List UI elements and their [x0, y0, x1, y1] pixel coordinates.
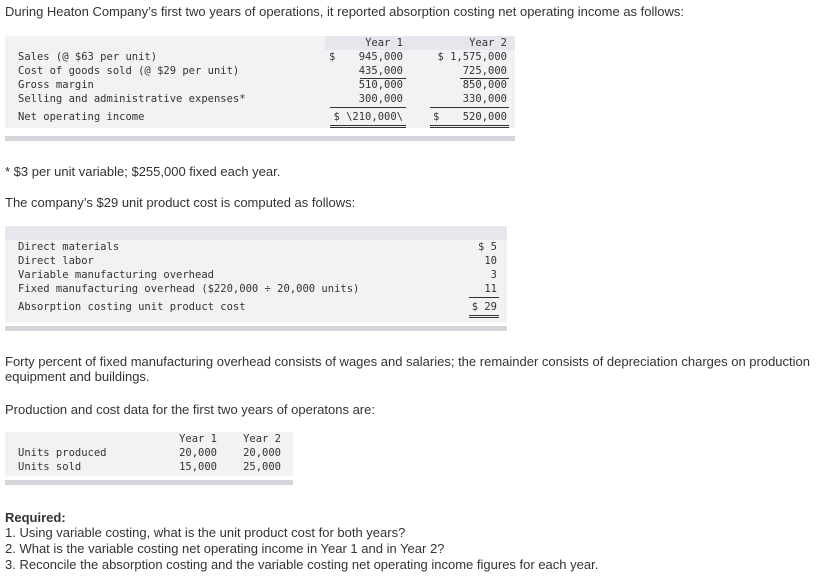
production-table — [5, 432, 293, 488]
row-year2-value: 330,000 — [462, 93, 507, 105]
unit-cost-table — [5, 226, 507, 332]
unit-cost-intro: The company’s $29 unit product cost is computed as follows: — [5, 195, 356, 210]
row-year2-value: 25,000 — [243, 461, 281, 473]
income-table — [5, 36, 515, 142]
table-row — [5, 446, 293, 460]
row-value: $ 29 — [471, 301, 497, 313]
row-label: Units produced — [18, 447, 107, 459]
table-row — [5, 78, 515, 92]
required-heading — [5, 510, 66, 525]
required-item-2: 2. What is the variable costing net operating income in Year 1 and in Year 2? — [5, 541, 445, 556]
table-row — [5, 240, 507, 254]
double-rule-year2 — [430, 125, 509, 128]
production-year2-header: Year 2 — [243, 433, 281, 445]
required-item-1: 1. Using variable costing, what is the unit product cost for both years? — [5, 525, 406, 540]
row-year2-value: $ 1,575,000 — [437, 51, 507, 63]
row-label: Net operating income — [18, 111, 145, 123]
row-year2-value: 725,000 — [462, 65, 507, 77]
table-row — [5, 460, 293, 474]
footnote: * $3 per unit variable; $255,000 fixed each year. — [5, 164, 281, 179]
table-row — [5, 268, 507, 282]
row-currency: $ — [329, 51, 336, 63]
row-year1-value: 435,000 — [358, 65, 403, 77]
table-row — [5, 110, 515, 124]
required-heading-text: Required: — [5, 510, 66, 525]
row-year1-value: 20,000 — [179, 447, 217, 459]
row-value: 3 — [490, 269, 497, 281]
row-label: Variable manufacturing overhead — [18, 269, 214, 281]
double-rule-year1 — [330, 125, 406, 128]
row-label: Sales (@ $63 per unit) — [18, 51, 158, 63]
row-year1-value: 510,000 — [358, 79, 403, 91]
income-year2-header: Year 2 — [469, 37, 507, 49]
row-currency: $ — [433, 111, 440, 123]
total-rule-year2 — [430, 107, 509, 108]
income-table-footer-bar — [5, 136, 515, 141]
unit-cost-table-footer-bar — [5, 326, 507, 331]
table-row — [5, 50, 515, 64]
row-label: Units sold — [18, 461, 82, 473]
row-year2-value: 850,000 — [462, 79, 507, 91]
row-year1-value: 15,000 — [179, 461, 217, 473]
income-year1-header: Year 1 — [365, 37, 403, 49]
row-label: Gross margin — [18, 79, 94, 91]
row-label: Direct materials — [18, 241, 120, 253]
row-value: $ 5 — [478, 241, 497, 253]
row-year1-value: $ \210,000\ — [333, 111, 403, 123]
fixed-overhead-note: Forty percent of fixed manufacturing overhead consists of wages and salaries; the remainder consists of depreciation charges on production equipment and buildings. — [5, 354, 810, 384]
unit-cost-table-header-band — [5, 226, 507, 240]
row-year2-value: 20,000 — [243, 447, 281, 459]
row-label: Fixed manufacturing overhead ($220,000 ÷ 20,000 units) — [18, 283, 360, 295]
table-row — [5, 282, 507, 296]
production-intro: Production and cost data for the first two years of operatons are: — [5, 402, 375, 417]
table-row — [5, 254, 507, 268]
row-year1-value: 945,000 — [358, 51, 403, 63]
row-label: Cost of goods sold (@ $29 per unit) — [18, 65, 240, 77]
row-value: 10 — [484, 255, 497, 267]
row-year2-value: 520,000 — [462, 111, 507, 123]
table-row — [5, 300, 507, 314]
row-value: 11 — [484, 283, 497, 295]
subtotal-rule — [469, 297, 499, 298]
row-label: Direct labor — [18, 255, 94, 267]
double-rule — [469, 315, 499, 318]
production-table-footer-bar — [5, 480, 293, 485]
row-label: Selling and administrative expenses* — [18, 93, 246, 105]
row-label: Absorption costing unit product cost — [18, 301, 246, 313]
total-rule-year1 — [330, 107, 406, 108]
row-year1-value: 300,000 — [358, 93, 403, 105]
intro-text: During Heaton Company’s first two years of operations, it reported absorption costing net operating income as follows: — [5, 4, 685, 19]
production-year1-header: Year 1 — [179, 433, 217, 445]
required-item-3: 3. Reconcile the absorption costing and the variable costing net operating income figures for each year. — [5, 557, 599, 572]
table-row — [5, 64, 515, 78]
table-row — [5, 92, 515, 106]
